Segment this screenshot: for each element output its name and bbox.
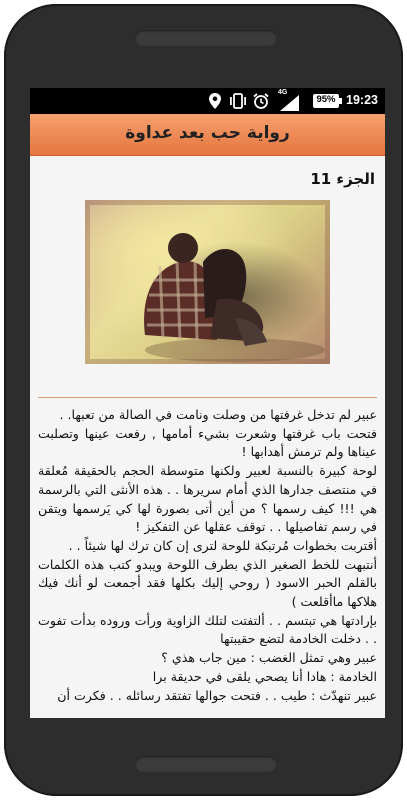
alarm-icon	[252, 92, 270, 110]
story-paragraph: عبير تنهدّث : طيب . . فتحت جوالها تفتقد رسائله . . فكرت أن	[57, 687, 377, 703]
status-clock: 19:23	[346, 93, 378, 107]
location-icon	[208, 92, 222, 110]
chapter-title: الجزء 11	[310, 170, 375, 188]
chapter-illustration	[85, 200, 330, 364]
story-paragraph: فتحت باب غرفتها وشعرت بشيء أمامها , رفعت عينها وتصلبت عيناها ولم ترمش أهدابها !	[38, 425, 377, 460]
app-bar	[30, 114, 385, 156]
status-bar	[30, 88, 385, 114]
story-paragraph: بإرادتها هي تبتسم . . ألتفتت لتلك الزاوية ورأت وروده بدأت تفوت . . دخلت الخادمة لتضع حقيبتها	[38, 612, 377, 647]
earpiece-speaker	[135, 30, 277, 46]
battery-percent: 95%	[316, 94, 336, 105]
story-paragraph: الخادمة : هادا أنا يصحي يلقى في حديقة برا	[152, 668, 377, 684]
screen	[30, 88, 385, 718]
story-paragraph: لوحة كبيرة بالنسبة لعبير ولكنها متوسطة الحجم بالحقيقة مُعلقة في منتصف جدارها الذي أمام سريرها . . هذه الأنثى التي بالرسمة هي !!! كيف رسمها ؟ من أين أتى بصورة لها كي يَرسمها ويتقن في رسم تفاصيلها . . توقف عقلها عن التفكيز !	[38, 463, 377, 535]
section-divider	[38, 397, 377, 398]
app-title: رواية حب بعد عداوة	[125, 123, 290, 143]
story-paragraph: أقتربت بخطوات مُرتبكة للوحة لترى إن كان ترك لها شيئاً . .	[68, 537, 377, 553]
battery-tip	[339, 98, 342, 104]
chapter-content[interactable]	[30, 156, 385, 718]
signal-icon	[279, 94, 301, 112]
battery-indicator	[313, 94, 339, 108]
couple-illustration	[85, 200, 330, 364]
story-text	[38, 406, 377, 705]
story-paragraph: عبير وهي تمثل الغضب : مين جاب هذي ؟	[161, 650, 377, 666]
bottom-speaker	[135, 756, 277, 772]
story-paragraph: أنتبهت للخط الصغير الذي بطرف اللوحة ويبدو كتب هذه الكلمات بالقلم الحبر الاسود ( روحي إليك بكلها فقد أجمعت لو أنك فيك هلاكها ماأقلعت )	[38, 556, 377, 610]
network-type-label: 4G	[278, 89, 288, 96]
vibrate-icon	[229, 92, 247, 110]
story-paragraph: عبير لم تدخل غرفتها من وصلت ونامت في الصالة من تعبها. .	[59, 407, 377, 422]
phone-frame	[4, 4, 403, 796]
